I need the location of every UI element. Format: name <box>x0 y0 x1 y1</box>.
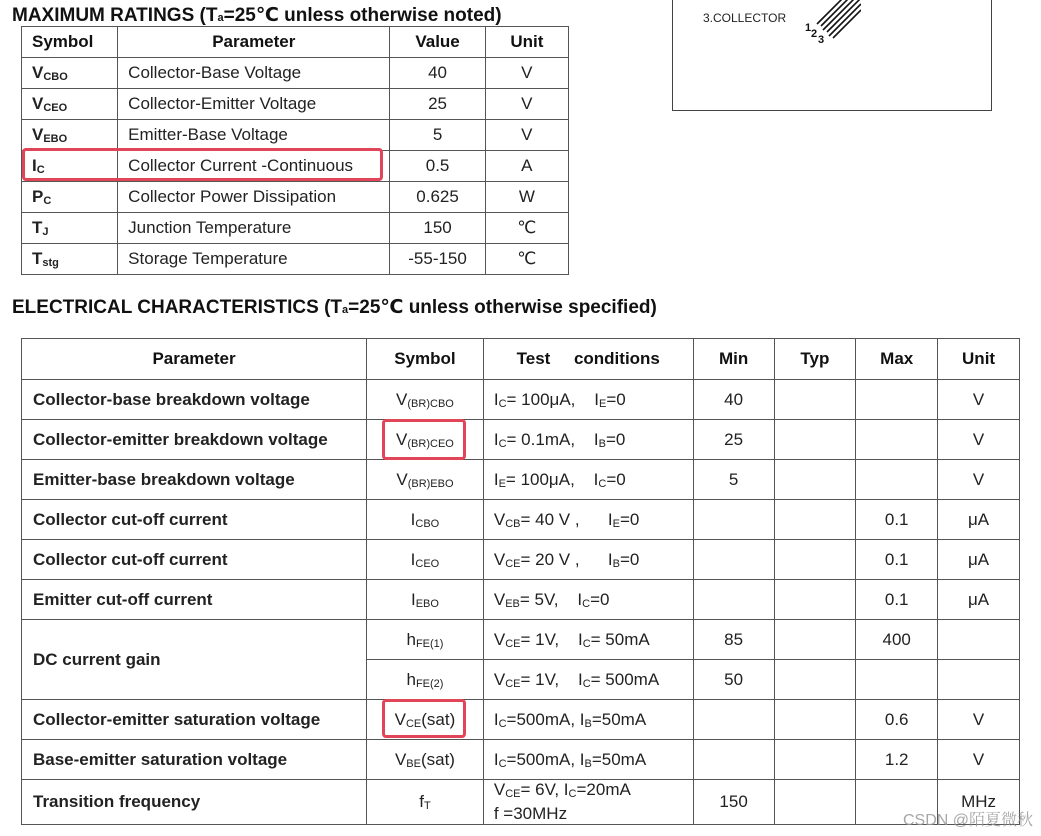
parameter-cell: Collector Current -Continuous <box>118 151 390 182</box>
typ-cell <box>774 460 856 500</box>
unit-cell: μA <box>938 500 1020 540</box>
watermark: CSDN @陌夏微秋 <box>902 812 1033 829</box>
max-cell: 400 <box>856 620 938 660</box>
pin-number-2: 2 <box>811 28 818 40</box>
table-row <box>22 182 569 213</box>
unit-cell: V <box>938 420 1020 460</box>
symbol-cell: $I_C$ <box>22 151 118 182</box>
min-cell: 40 <box>693 380 774 420</box>
typ-cell <box>774 540 856 580</box>
unit-cell: μA <box>938 540 1020 580</box>
test-condition-cell: $I_C=500mA$, $I_B=50mA$ <box>483 700 693 740</box>
parameter-cell: Collector-Emitter Voltage <box>118 89 390 120</box>
symbol-cell: $V_{(BR)EBO}$ <box>367 460 484 500</box>
min-cell: 25 <box>693 420 774 460</box>
test-condition-cell: $I_E= 100\mu A$, $I_C=0$ <box>483 460 693 500</box>
test-condition-cell: $V_{CE}= 20$ V , $I_B=0$ <box>483 540 693 580</box>
value-cell: -55-150 <box>390 244 485 275</box>
table-row <box>22 89 569 120</box>
highlight-ic-row <box>22 148 383 181</box>
parameter-cell: Collector-base breakdown voltage <box>22 380 367 420</box>
table-row <box>22 213 569 244</box>
parameter-cell: Junction Temperature <box>118 213 390 244</box>
value-cell: 40 <box>390 58 485 89</box>
highlight-vbr-ceo <box>382 419 466 460</box>
test-condition-cell: $V_{CB}= 40$ V , $I_E=0$ <box>483 500 693 540</box>
unit-cell: ℃ <box>485 244 568 275</box>
value-cell: 150 <box>390 213 485 244</box>
typ-cell <box>774 580 856 620</box>
electrical-characteristics-table <box>21 338 1020 825</box>
test-condition-cell: $I_C= 100\mu A$, $I_E=0$ <box>483 380 693 420</box>
column-header-value: Value <box>390 27 485 58</box>
unit-cell: V <box>938 380 1020 420</box>
max-cell <box>856 420 938 460</box>
symbol-cell: $I_{CBO}$ <box>367 500 484 540</box>
parameter-cell: Base-emitter saturation voltage <box>22 740 367 780</box>
symbol-cell: $V_{CBO}$ <box>22 58 118 89</box>
parameter-cell: Emitter cut-off current <box>22 580 367 620</box>
symbol-cell: $V_{EBO}$ <box>22 120 118 151</box>
unit-cell: V <box>938 700 1020 740</box>
parameter-cell: Transition frequency <box>22 780 367 825</box>
package-diagram <box>672 0 992 111</box>
unit-cell <box>938 660 1020 700</box>
table-row <box>22 58 569 89</box>
symbol-cell: $V_{BE}(sat)$ <box>367 740 484 780</box>
parameter-cell: Collector cut-off current <box>22 540 367 580</box>
max-cell <box>856 660 938 700</box>
min-cell <box>693 700 774 740</box>
max-cell: 0.1 <box>856 540 938 580</box>
value-cell: 0.625 <box>390 182 485 213</box>
test-condition-cell: $I_C= 0.1mA$, $I_B=0$ <box>483 420 693 460</box>
symbol-cell: $T_J$ <box>22 213 118 244</box>
parameter-cell: Collector-Base Voltage <box>118 58 390 89</box>
table-row <box>22 460 1020 500</box>
unit-cell: V <box>485 58 568 89</box>
symbol-cell: $I_{CEO}$ <box>367 540 484 580</box>
unit-cell: V <box>938 740 1020 780</box>
column-header-typ: Typ <box>774 339 856 380</box>
column-header-max: Max <box>856 339 938 380</box>
column-header-symbol: Symbol <box>367 339 484 380</box>
pin-number-3: 3 <box>818 34 825 46</box>
pin-number-1: 1 <box>805 22 812 34</box>
test-condition-cell: $V_{CE}= 1V$, $I_C= 50mA$ <box>483 620 693 660</box>
column-header-parameter: Parameter <box>118 27 390 58</box>
column-header-symbol: Symbol <box>22 27 118 58</box>
table-row <box>22 120 569 151</box>
max-cell <box>856 460 938 500</box>
typ-cell <box>774 500 856 540</box>
symbol-cell: $V_{CE}(sat)$ <box>367 700 484 740</box>
parameter-cell: Storage Temperature <box>118 244 390 275</box>
table-row <box>22 244 569 275</box>
unit-cell: ℃ <box>485 213 568 244</box>
min-cell <box>693 740 774 780</box>
table-row <box>22 580 1020 620</box>
value-cell: 0.5 <box>390 151 485 182</box>
min-cell <box>693 500 774 540</box>
symbol-cell: $f_T$ <box>367 780 484 825</box>
test-condition-cell: $V_{EB}= 5V$, $I_C=0$ <box>483 580 693 620</box>
typ-cell <box>774 420 856 460</box>
highlight-vce-sat <box>382 699 466 738</box>
table-row <box>22 700 1020 740</box>
min-cell: 85 <box>693 620 774 660</box>
pin-label-collector: 3.COLLECTOR <box>703 11 787 25</box>
min-cell: 5 <box>693 460 774 500</box>
min-cell <box>693 540 774 580</box>
unit-cell: V <box>485 89 568 120</box>
unit-cell: MHz <box>938 780 1020 825</box>
unit-cell: V <box>938 460 1020 500</box>
max-cell: 0.6 <box>856 700 938 740</box>
table-row <box>22 540 1020 580</box>
max-cell: 0.1 <box>856 580 938 620</box>
max-cell: 0.1 <box>856 500 938 540</box>
transistor-leads-icon <box>801 0 861 48</box>
typ-cell <box>774 780 856 825</box>
symbol-cell: $V_{(BR)CEO}$ <box>367 420 484 460</box>
symbol-cell: $P_C$ <box>22 182 118 213</box>
column-header-parameter: Parameter <box>22 339 367 380</box>
table-header-row <box>22 339 1020 380</box>
unit-cell: μA <box>938 580 1020 620</box>
unit-cell: A <box>485 151 568 182</box>
symbol-cell: $h_{FE(1)}$ <box>367 620 484 660</box>
parameter-cell: Emitter-Base Voltage <box>118 120 390 151</box>
symbol-cell: $V_{(BR)CBO}$ <box>367 380 484 420</box>
parameter-cell: Collector-emitter saturation voltage <box>22 700 367 740</box>
column-header-test-conditions: Test conditions <box>483 339 693 380</box>
unit-cell: W <box>485 182 568 213</box>
typ-cell <box>774 380 856 420</box>
column-header-unit: Unit <box>938 339 1020 380</box>
table-row <box>22 780 1020 825</box>
symbol-cell: $h_{FE(2)}$ <box>367 660 484 700</box>
typ-cell <box>774 660 856 700</box>
test-condition-cell: $I_C=500mA$, $I_B=50mA$ <box>483 740 693 780</box>
parameter-cell: Emitter-base breakdown voltage <box>22 460 367 500</box>
unit-cell: V <box>485 120 568 151</box>
parameter-cell: DC current gain <box>22 620 367 700</box>
test-condition-cell: $V_{CE}= 6V$, $I_C=20mA$ f =30MHz <box>483 780 693 825</box>
table-row <box>22 500 1020 540</box>
table-row <box>22 620 1020 660</box>
parameter-cell: Collector Power Dissipation <box>118 182 390 213</box>
symbol-cell: $I_{EBO}$ <box>367 580 484 620</box>
min-cell: 150 <box>693 780 774 825</box>
parameter-cell: Collector-emitter breakdown voltage <box>22 420 367 460</box>
table-header-row <box>22 27 569 58</box>
max-ratings-heading: MAXIMUM RATINGS (Ta=25℃ unless otherwise noted) <box>12 5 502 26</box>
table-row <box>22 420 1020 460</box>
parameter-cell: Collector cut-off current <box>22 500 367 540</box>
test-condition-cell: $V_{CE}= 1V$, $I_C= 500mA$ <box>483 660 693 700</box>
column-header-unit: Unit <box>485 27 568 58</box>
unit-cell <box>938 620 1020 660</box>
typ-cell <box>774 620 856 660</box>
table-row <box>22 740 1020 780</box>
table-row <box>22 380 1020 420</box>
typ-cell <box>774 740 856 780</box>
max-cell <box>856 380 938 420</box>
min-cell: 50 <box>693 660 774 700</box>
value-cell: 5 <box>390 120 485 151</box>
symbol-cell: $V_{CEO}$ <box>22 89 118 120</box>
min-cell <box>693 580 774 620</box>
max-cell: 1.2 <box>856 740 938 780</box>
value-cell: 25 <box>390 89 485 120</box>
electrical-characteristics-heading: ELECTRICAL CHARACTERISTICS (Ta=25℃ unless otherwise specified) <box>12 297 657 318</box>
column-header-min: Min <box>693 339 774 380</box>
symbol-cell: $T_{stg}$ <box>22 244 118 275</box>
typ-cell <box>774 700 856 740</box>
